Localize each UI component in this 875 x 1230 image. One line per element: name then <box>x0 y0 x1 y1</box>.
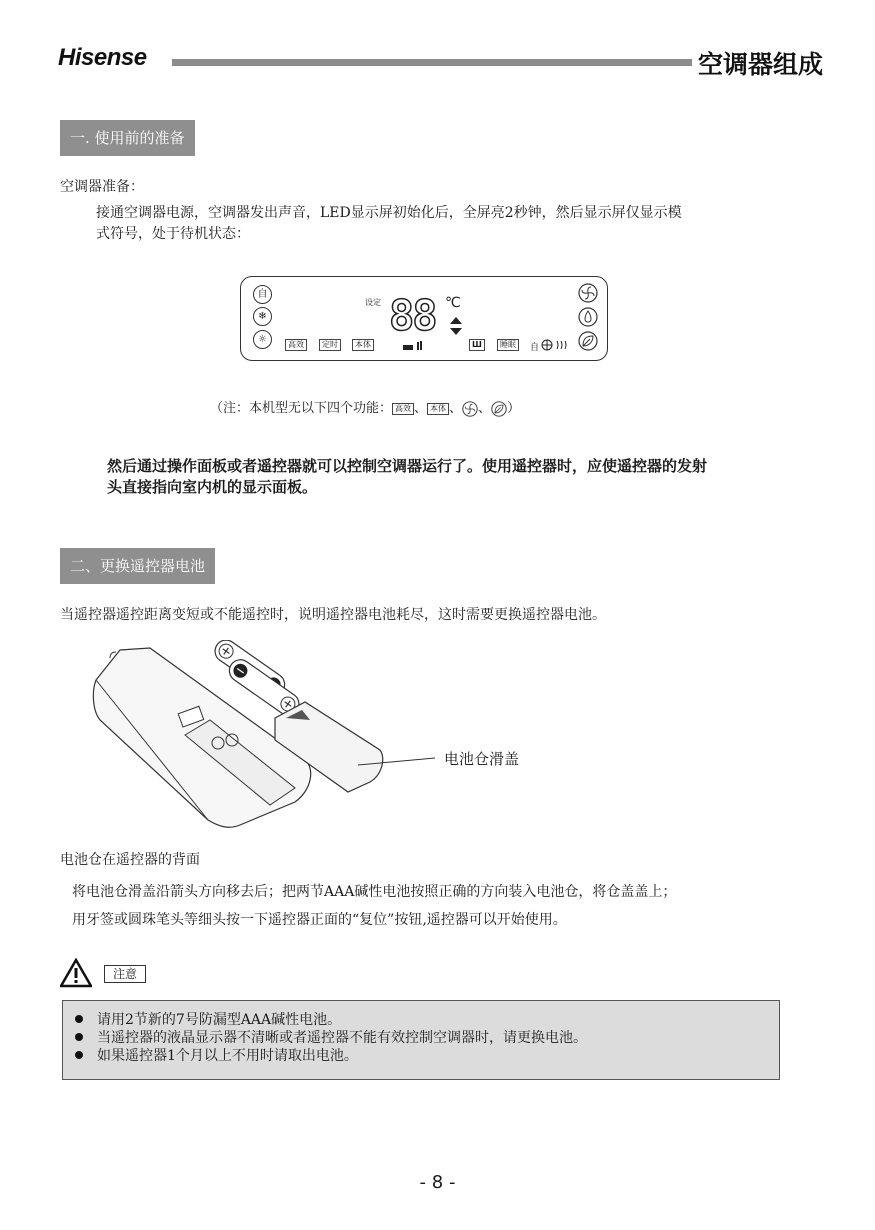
body-text-line: 接通空调器电源，空调器发出声音，LED显示屏初始化后，全屏亮2秒钟，然后显示屏仅显示模 <box>96 205 682 221</box>
note-suffix: ） <box>507 401 521 416</box>
page-number: - 8 - <box>419 1172 456 1193</box>
note-prefix: （注：本机型无以下四个功能： <box>210 401 393 416</box>
section-heading-battery: 二、更换遥控器电池 <box>60 548 215 584</box>
leaf-icon <box>578 331 598 351</box>
label-box: 睡眠 <box>497 339 519 351</box>
signal-icon <box>403 341 423 351</box>
body-text-line: 式符号，处于待机状态： <box>96 226 250 242</box>
heat-mode-icon: ☼ <box>253 330 272 349</box>
note-sep: 、 <box>414 401 428 416</box>
bullet-icon <box>75 1051 83 1059</box>
callout-label: 电池仓滑盖 <box>444 750 520 768</box>
bold-text-line: 头直接指向室内机的显示面板。 <box>107 478 318 496</box>
note-box: 高效 <box>392 403 414 415</box>
note-sep: 、 <box>478 401 492 416</box>
fan-icon <box>462 401 478 417</box>
label-box: 高效 <box>285 339 307 351</box>
list-item <box>75 1029 587 1047</box>
section-subtitle: 空调器准备： <box>60 179 144 195</box>
brand-logo: Hisense <box>58 44 147 71</box>
set-label: 设定 <box>365 298 381 307</box>
list-item <box>75 1011 587 1029</box>
step-text-line: 用牙签或圆珠笔头等细头按一下遥控器正面的“复位”按钮,遥控器可以开始使用。 <box>72 912 567 928</box>
leaf-icon <box>491 401 507 417</box>
step-text-line: 将电池仓滑盖沿箭头方向移去后；把两节AAA碱性电池按照正确的方向装入电池仓，将仓盖盖上； <box>72 884 677 900</box>
fan-speed-icon <box>541 339 569 351</box>
note-box: 本体 <box>427 403 449 415</box>
remote-battery-illustration <box>90 640 440 830</box>
label-box: 定时 <box>319 339 341 351</box>
page-title: 空调器组成 <box>698 50 824 79</box>
warning-box <box>62 1000 780 1080</box>
list-item-text: 请用2节新的7号防漏型AAA碱性电池。 <box>97 1012 342 1028</box>
bullet-icon <box>75 1033 83 1041</box>
bold-text-line: 然后通过操作面板或者遥控器就可以控制空调器运行了。使用遥控器时，应使遥控器的发射 <box>107 457 708 475</box>
display-panel <box>240 276 608 361</box>
bullet-icon <box>75 1015 83 1023</box>
fan-icon <box>578 283 598 303</box>
celsius-unit: ℃ <box>445 295 461 311</box>
list-item-text: 如果遥控器1个月以上不用时请取出电池。 <box>97 1048 358 1064</box>
cool-mode-icon: ❄ <box>253 307 272 326</box>
list-item-text: 当遥控器的液晶显示器不清晰或者遥控器不能有效控制空调器时，请更换电池。 <box>97 1030 587 1046</box>
caution-label: 注意 <box>104 965 146 983</box>
header-divider <box>172 59 692 66</box>
label-box: 本体 <box>352 339 374 351</box>
note-sep: 、 <box>449 401 463 416</box>
label-box: Ш <box>469 339 485 351</box>
temperature-digits: 88 <box>389 291 436 340</box>
list-item <box>75 1047 587 1065</box>
drop-icon <box>578 307 598 327</box>
figure-caption: 电池仓在遥控器的背面 <box>60 852 200 868</box>
intro-text: 当遥控器遥控距离变短或不能遥控时，说明遥控器电池耗尽，这时需要更换遥控器电池。 <box>60 607 606 623</box>
note-line <box>210 397 520 417</box>
section-heading-prep: 一. 使用前的准备 <box>60 120 195 156</box>
up-down-arrow-icon <box>450 317 462 335</box>
warning-icon <box>60 958 92 988</box>
auto-label: 自 <box>530 343 540 353</box>
auto-mode-icon: 自 <box>253 285 272 304</box>
